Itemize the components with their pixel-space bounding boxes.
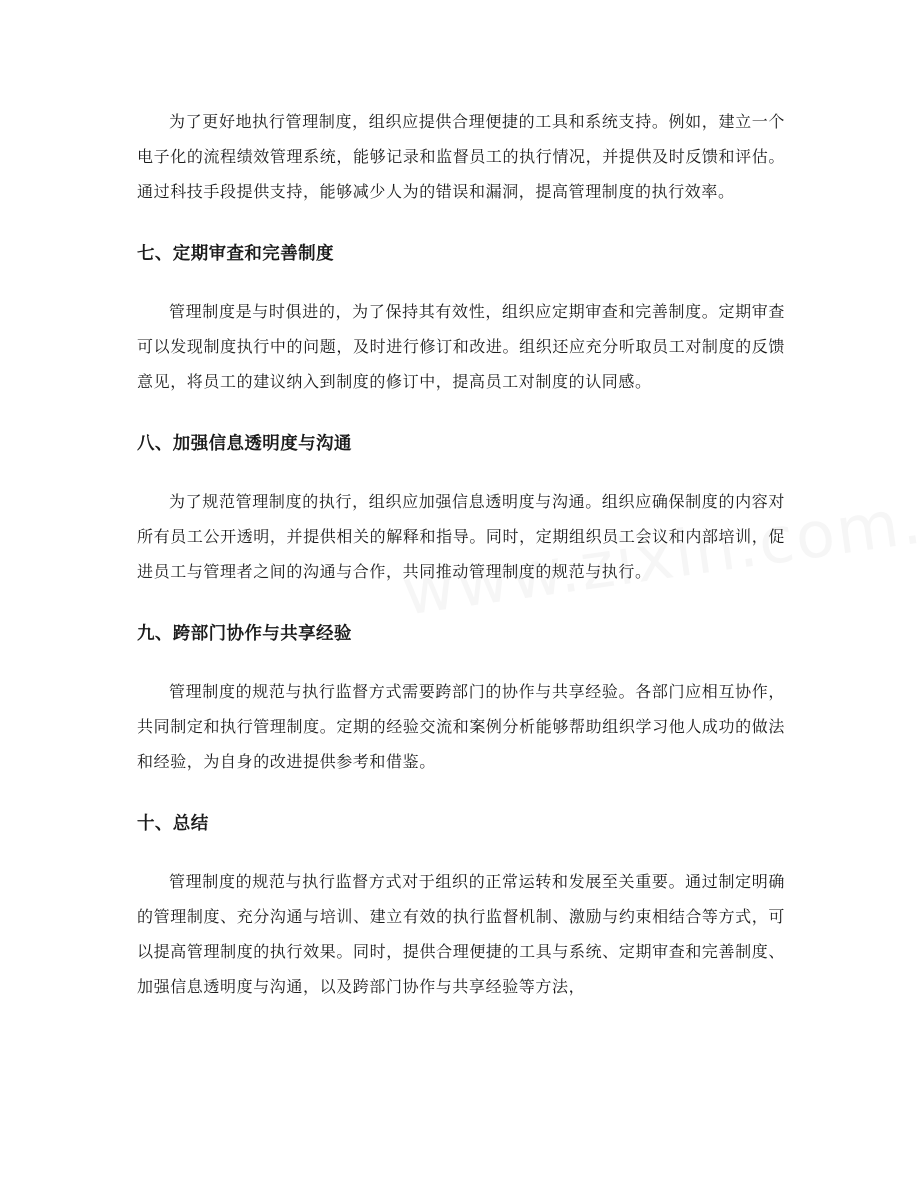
document-body [137, 104, 785, 1032]
section-heading-10: 十、总结 [137, 814, 209, 834]
section-heading-7: 七、定期审查和完善制度 [137, 244, 334, 264]
paragraph-section-9: 管理制度的规范与执行监督方式需要跨部门的协作与共享经验。各部门应相互协作，共同制定和执行管理制度。定期的经验交流和案例分析能够帮助组织学习他人成功的做法和经验，为自身的改进提供参考和借鉴。 [137, 682, 785, 771]
paragraph-intro: 为了更好地执行管理制度，组织应提供合理便捷的工具和系统支持。例如，建立一个电子化的流程绩效管理系统，能够记录和监督员工的执行情况，并提供及时反馈和评估。通过科技手段提供支持，能够减少人为的错误和漏洞，提高管理制度的执行效率。 [137, 112, 785, 201]
section-heading-9: 九、跨部门协作与共享经验 [137, 624, 352, 644]
paragraph-section-8: 为了规范管理制度的执行，组织应加强信息透明度与沟通。组织应确保制度的内容对所有员工公开透明，并提供相关的解释和指导。同时，定期组织员工会议和内部培训，促进员工与管理者之间的沟通与合作，共同推动管理制度的规范与执行。 [137, 492, 785, 581]
paragraph-section-7: 管理制度是与时俱进的，为了保持其有效性，组织应定期审查和完善制度。定期审查可以发现制度执行中的问题，及时进行修订和改进。组织还应充分听取员工对制度的反馈意见，将员工的建议纳入到制度的修订中，提高员工对制度的认同感。 [137, 302, 785, 391]
section-heading-8: 八、加强信息透明度与沟通 [137, 434, 352, 454]
paragraph-section-10: 管理制度的规范与执行监督方式对于组织的正常运转和发展至关重要。通过制定明确的管理制度、充分沟通与培训、建立有效的执行监督机制、激励与约束相结合等方式，可以提高管理制度的执行效果。同时，提供合理便捷的工具与系统、定期审查和完善制度、加强信息透明度与沟通，以及跨部门协作与共享经验等方法， [137, 872, 785, 996]
